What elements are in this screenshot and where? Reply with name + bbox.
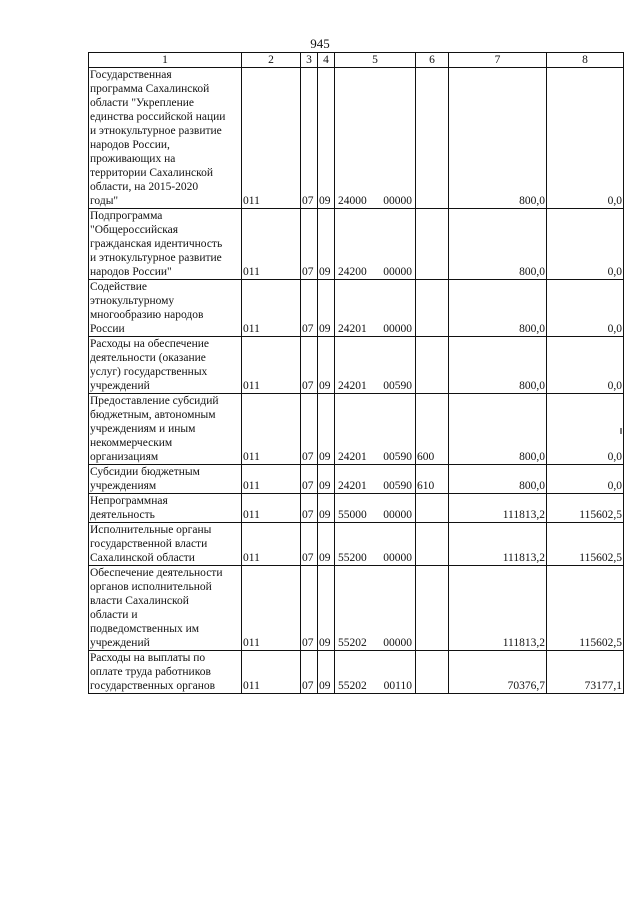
row-subsection-cell: 09 bbox=[318, 394, 335, 465]
row-subsection-cell: 09 bbox=[318, 566, 335, 651]
row-target-program-code: 55200 bbox=[338, 552, 367, 564]
row-code-cell: 011 bbox=[242, 209, 301, 280]
row-target-cell bbox=[335, 566, 416, 651]
budget-table bbox=[88, 52, 624, 694]
row-target-program-code: 24201 bbox=[338, 480, 367, 492]
row-target-cell bbox=[335, 337, 416, 394]
col-header-3: 3 bbox=[301, 53, 318, 68]
table-row bbox=[89, 465, 624, 494]
row-amount-2016-cell: 111813,2 bbox=[449, 566, 547, 651]
header-row bbox=[89, 53, 624, 68]
row-target-program-code: 24200 bbox=[338, 266, 367, 278]
col-header-5: 5 bbox=[335, 53, 416, 68]
row-target-cell bbox=[335, 494, 416, 523]
row-type-cell bbox=[416, 209, 449, 280]
table-row bbox=[89, 68, 624, 209]
table-row bbox=[89, 280, 624, 337]
row-target-direction-code: 00590 bbox=[383, 480, 412, 492]
row-amount-2016-cell: 800,0 bbox=[449, 209, 547, 280]
row-section-cell: 07 bbox=[301, 394, 318, 465]
row-type-cell bbox=[416, 566, 449, 651]
row-amount-2016-cell: 70376,7 bbox=[449, 651, 547, 694]
row-subsection-cell: 09 bbox=[318, 494, 335, 523]
row-amount-2017-cell: 0,0 bbox=[547, 394, 624, 465]
row-target-direction-code: 00000 bbox=[383, 266, 412, 278]
row-target-cell bbox=[335, 523, 416, 566]
table-row bbox=[89, 394, 624, 465]
row-amount-2017-cell: 115602,5 bbox=[547, 523, 624, 566]
row-target-direction-code: 00000 bbox=[383, 509, 412, 521]
row-subsection-cell: 09 bbox=[318, 337, 335, 394]
col-header-8: 8 bbox=[547, 53, 624, 68]
table-row bbox=[89, 494, 624, 523]
row-target-direction-code: 00000 bbox=[383, 195, 412, 207]
row-target-program-code: 55202 bbox=[338, 637, 367, 649]
row-target-cell bbox=[335, 209, 416, 280]
row-amount-2017-cell: 0,0 bbox=[547, 209, 624, 280]
row-code-cell: 011 bbox=[242, 465, 301, 494]
row-name-cell: Субсидии бюджетным учреждениям bbox=[89, 465, 242, 494]
row-name-cell: Обеспечение деятельности органов исполнительной власти Сахалинской области и подведомственных им учреждений bbox=[89, 566, 242, 651]
col-header-2: 2 bbox=[242, 53, 301, 68]
table-row bbox=[89, 523, 624, 566]
row-code-cell: 011 bbox=[242, 523, 301, 566]
row-subsection-cell: 09 bbox=[318, 523, 335, 566]
row-type-cell bbox=[416, 651, 449, 694]
col-header-1: 1 bbox=[89, 53, 242, 68]
row-target-cell bbox=[335, 394, 416, 465]
row-name-cell: Государственная программа Сахалинской области "Укрепление единства российской нации и этнокультурное развитие народов России, проживающих на территории Сахалинской области, на 2015-2020 годы" bbox=[89, 68, 242, 209]
row-amount-2017-cell: 115602,5 bbox=[547, 494, 624, 523]
table-row bbox=[89, 209, 624, 280]
row-name-cell: Содействие этнокультурному многообразию народов России bbox=[89, 280, 242, 337]
table-row bbox=[89, 337, 624, 394]
row-target-program-code: 24201 bbox=[338, 451, 367, 463]
row-target-program-code: 24201 bbox=[338, 323, 367, 335]
row-target-direction-code: 00000 bbox=[383, 323, 412, 335]
row-amount-2017-cell: 73177,1 bbox=[547, 651, 624, 694]
row-type-cell bbox=[416, 68, 449, 209]
row-target-cell bbox=[335, 651, 416, 694]
row-section-cell: 07 bbox=[301, 465, 318, 494]
col-header-4: 4 bbox=[318, 53, 335, 68]
col-header-6: 6 bbox=[416, 53, 449, 68]
row-section-cell: 07 bbox=[301, 494, 318, 523]
row-section-cell: 07 bbox=[301, 651, 318, 694]
row-subsection-cell: 09 bbox=[318, 280, 335, 337]
row-name-cell: Предоставление субсидий бюджетным, автономным учреждениям и иным некоммерческим организациям bbox=[89, 394, 242, 465]
row-section-cell: 07 bbox=[301, 566, 318, 651]
row-subsection-cell: 09 bbox=[318, 465, 335, 494]
row-section-cell: 07 bbox=[301, 337, 318, 394]
row-section-cell: 07 bbox=[301, 523, 318, 566]
row-code-cell: 011 bbox=[242, 566, 301, 651]
row-subsection-cell: 09 bbox=[318, 209, 335, 280]
col-header-7: 7 bbox=[449, 53, 547, 68]
row-name-cell: Непрограммная деятельность bbox=[89, 494, 242, 523]
row-amount-2016-cell: 800,0 bbox=[449, 280, 547, 337]
row-type-cell: 610 bbox=[416, 465, 449, 494]
row-code-cell: 011 bbox=[242, 337, 301, 394]
row-type-cell bbox=[416, 280, 449, 337]
row-code-cell: 011 bbox=[242, 394, 301, 465]
row-amount-2016-cell: 800,0 bbox=[449, 337, 547, 394]
row-amount-2017-cell: 0,0 bbox=[547, 280, 624, 337]
row-type-cell bbox=[416, 494, 449, 523]
row-amount-2017-cell: 0,0 bbox=[547, 68, 624, 209]
row-target-program-code: 55000 bbox=[338, 509, 367, 521]
row-name-cell: Расходы на обеспечение деятельности (оказание услуг) государственных учреждений bbox=[89, 337, 242, 394]
row-code-cell: 011 bbox=[242, 651, 301, 694]
row-amount-2017-cell: 0,0 bbox=[547, 337, 624, 394]
row-name-cell: Расходы на выплаты по оплате труда работников государственных органов bbox=[89, 651, 242, 694]
row-subsection-cell: 09 bbox=[318, 68, 335, 209]
row-target-direction-code: 00000 bbox=[383, 637, 412, 649]
row-subsection-cell: 09 bbox=[318, 651, 335, 694]
table-row bbox=[89, 566, 624, 651]
table-row bbox=[89, 651, 624, 694]
row-amount-2017-cell: 0,0 bbox=[547, 465, 624, 494]
scan-speck bbox=[620, 428, 622, 434]
row-code-cell: 011 bbox=[242, 494, 301, 523]
row-amount-2016-cell: 800,0 bbox=[449, 394, 547, 465]
row-target-program-code: 55202 bbox=[338, 680, 367, 692]
row-target-cell bbox=[335, 280, 416, 337]
row-target-program-code: 24000 bbox=[338, 195, 367, 207]
row-target-direction-code: 00000 bbox=[383, 552, 412, 564]
row-amount-2016-cell: 111813,2 bbox=[449, 494, 547, 523]
page-number: 945 bbox=[310, 36, 330, 51]
row-section-cell: 07 bbox=[301, 68, 318, 209]
row-amount-2017-cell: 115602,5 bbox=[547, 566, 624, 651]
row-code-cell: 011 bbox=[242, 68, 301, 209]
row-target-direction-code: 00110 bbox=[383, 680, 412, 692]
row-amount-2016-cell: 111813,2 bbox=[449, 523, 547, 566]
row-code-cell: 011 bbox=[242, 280, 301, 337]
row-target-cell bbox=[335, 68, 416, 209]
row-name-cell: Исполнительные органы государственной власти Сахалинской области bbox=[89, 523, 242, 566]
row-amount-2016-cell: 800,0 bbox=[449, 68, 547, 209]
row-name-cell: Подпрограмма "Общероссийская гражданская идентичность и этнокультурное развитие народов России" bbox=[89, 209, 242, 280]
row-type-cell bbox=[416, 523, 449, 566]
row-section-cell: 07 bbox=[301, 209, 318, 280]
row-amount-2016-cell: 800,0 bbox=[449, 465, 547, 494]
row-type-cell bbox=[416, 337, 449, 394]
row-target-direction-code: 00590 bbox=[383, 380, 412, 392]
row-target-cell bbox=[335, 465, 416, 494]
row-target-direction-code: 00590 bbox=[383, 451, 412, 463]
row-type-cell: 600 bbox=[416, 394, 449, 465]
row-section-cell: 07 bbox=[301, 280, 318, 337]
row-target-program-code: 24201 bbox=[338, 380, 367, 392]
